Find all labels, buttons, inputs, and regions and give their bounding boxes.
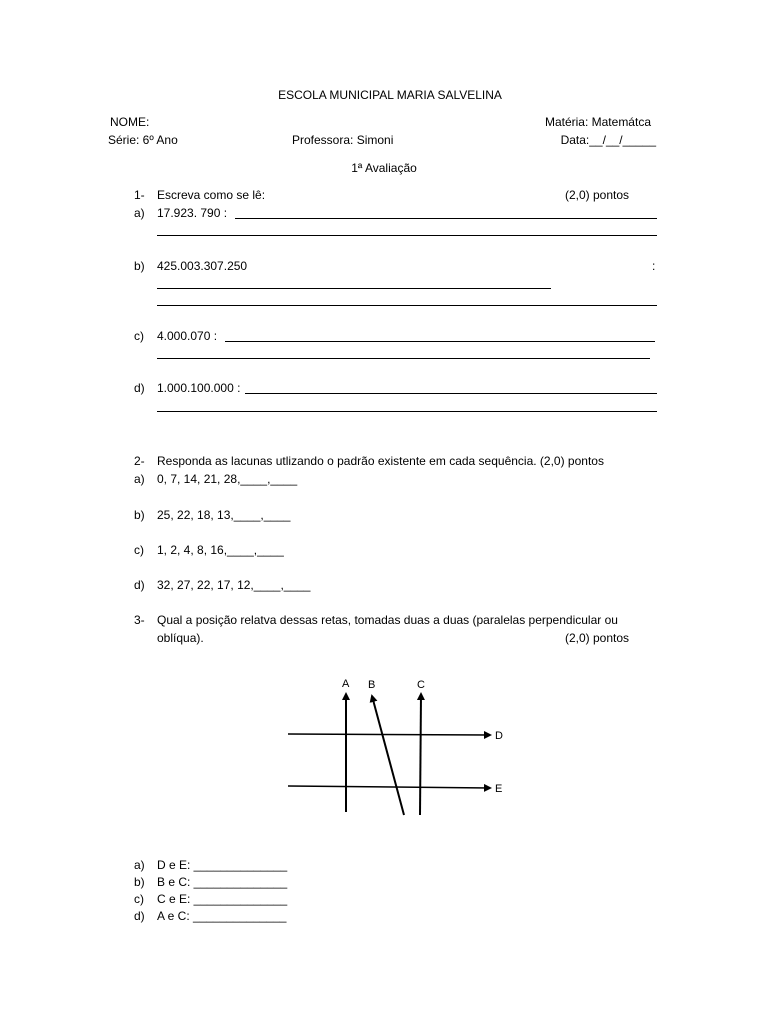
label-c: C	[417, 679, 425, 691]
q3b-answer: B e C: ______________	[157, 875, 288, 889]
line-e	[288, 786, 490, 788]
exam-title: 1ª Avaliação	[351, 161, 417, 175]
q2c-sequence: 1, 2, 4, 8, 16,____,____	[157, 543, 284, 557]
label-a: A	[342, 678, 350, 690]
teacher-label: Professora: Simoni	[292, 133, 394, 147]
q1c-number: 4.000.070 :	[157, 329, 218, 343]
q1d-number: 1.000.100.000 :	[157, 381, 241, 395]
q2d-letter: d)	[134, 578, 145, 592]
q2-number: 2-	[134, 454, 145, 468]
line-d	[288, 734, 490, 735]
q2a-sequence: 0, 7, 14, 21, 28,____,____	[157, 472, 298, 486]
subject-label: Matéria: Matemátca	[544, 115, 651, 129]
q2-prompt: Responda as lacunas utlizando o padrão existente em cada sequência. (2,0) pontos	[157, 454, 604, 468]
line-b	[372, 696, 404, 815]
q1b-letter: b)	[134, 259, 145, 273]
q2b-letter: b)	[134, 508, 145, 522]
q3-points: (2,0) pontos	[565, 631, 630, 645]
q2d-sequence: 32, 27, 22, 17, 12,____,____	[157, 578, 311, 592]
q3d-answer: A e C: ______________	[157, 909, 287, 923]
q3c-answer: C e E: ______________	[157, 892, 288, 906]
q1b-number: 425.003.307.250	[157, 259, 248, 273]
q1d-letter: d)	[134, 381, 145, 395]
grade-label: Série: 6º Ano	[108, 133, 178, 147]
q3d-letter: d)	[134, 909, 145, 923]
q1a-letter: a)	[134, 206, 145, 220]
q3-prompt-line2: oblíqua).	[157, 631, 204, 645]
q3a-answer: D e E: ______________	[157, 858, 288, 872]
date-field: Data:__/__/_____	[560, 133, 656, 147]
q2a-letter: a)	[134, 472, 145, 486]
q1-prompt: Escreva como se lê:	[157, 188, 266, 202]
name-label: NOME:	[110, 115, 150, 129]
q3-prompt-line1: Qual a posição relatva dessas retas, tomadas duas a duas (paralelas perpendicular ou	[157, 613, 618, 627]
label-b: B	[368, 679, 376, 691]
label-d: D	[495, 730, 503, 742]
q1-points: (2,0) pontos	[565, 188, 630, 202]
q2c-letter: c)	[134, 543, 144, 557]
school-name: ESCOLA MUNICIPAL MARIA SALVELINA	[278, 88, 502, 102]
label-e: E	[495, 783, 503, 795]
q2b-sequence: 25, 22, 18, 13,____,____	[157, 508, 291, 522]
q3-number: 3-	[134, 613, 145, 627]
q1b-colon: :	[652, 259, 656, 273]
q3b-letter: b)	[134, 875, 145, 889]
q3a-letter: a)	[134, 858, 145, 872]
q3c-letter: c)	[134, 892, 144, 906]
line-c	[420, 694, 421, 815]
q1a-number: 17.923. 790 :	[157, 206, 228, 220]
q1-number: 1-	[134, 188, 145, 202]
q1c-letter: c)	[134, 329, 144, 343]
